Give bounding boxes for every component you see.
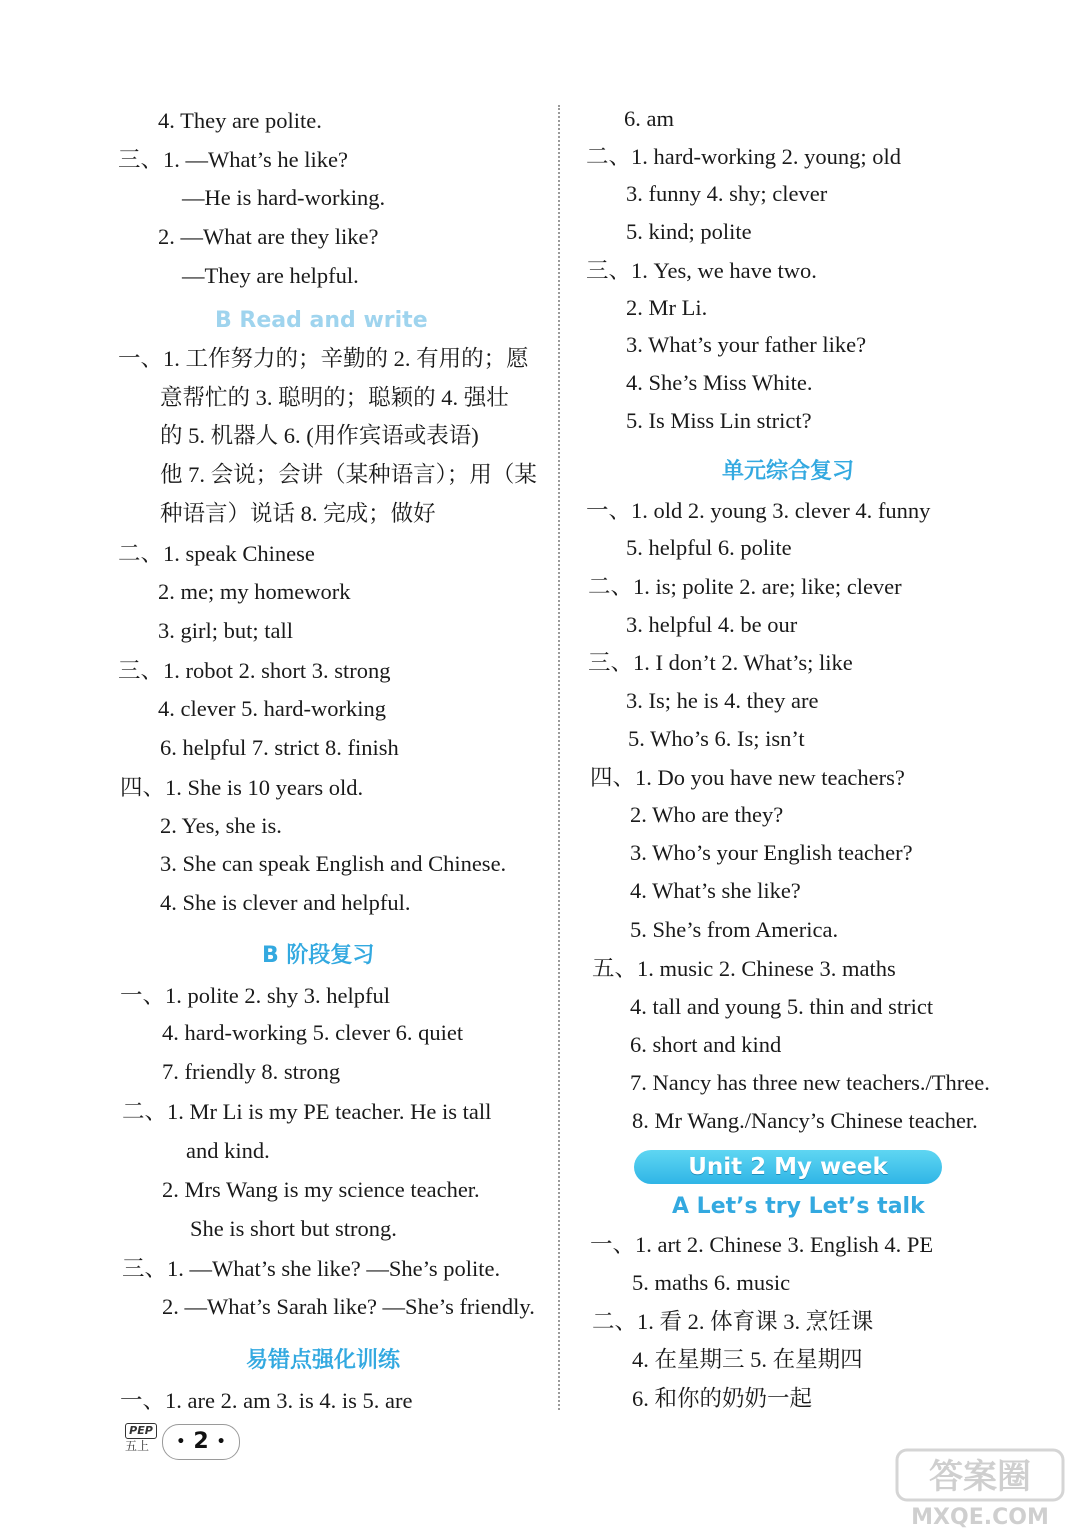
answer-line: 的 5. 机器人 6. (用作宾语或表语) xyxy=(160,423,479,448)
watermark-logo xyxy=(895,1448,1065,1532)
answer-line: 二、1. is; polite 2. are; like; clever xyxy=(588,574,902,599)
answer-line: 四、1. She is 10 years old. xyxy=(120,775,364,800)
section-heading: A Let’s try Let’s talk xyxy=(672,1194,925,1219)
watermark-text-bottom: MXQE.COM xyxy=(911,1505,1049,1530)
answer-line: 8. Mr Wang./Nancy’s Chinese teacher. xyxy=(632,1108,978,1133)
answer-line: 2. —What are they like? xyxy=(158,224,379,249)
section-heading: 单元综合复习 xyxy=(722,459,855,484)
answer-line: 一、1. are 2. am 3. is 4. is 5. are xyxy=(120,1388,413,1413)
answer-line: 4. 在星期三 5. 在星期四 xyxy=(632,1347,863,1372)
answer-line: 2. Yes, she is. xyxy=(160,813,282,838)
answer-line: 6. 和你的奶奶一起 xyxy=(632,1386,813,1411)
answer-line: 五、1. music 2. Chinese 3. maths xyxy=(592,956,896,981)
answer-line: 5. Who’s 6. Is; isn’t xyxy=(628,726,805,751)
answer-line: and kind. xyxy=(186,1138,270,1163)
answer-line: 三、1. I don’t 2. What’s; like xyxy=(588,650,853,675)
watermark-text-top: 答案圈 xyxy=(929,1457,1031,1497)
answer-line: 3. Who’s your English teacher? xyxy=(630,840,913,865)
answer-line: 4. They are polite. xyxy=(158,108,322,133)
page-number: 2 xyxy=(193,1429,209,1454)
answer-line: 意帮忙的 3. 聪明的；聪颖的 4. 强壮 xyxy=(160,385,509,410)
answer-line: She is short but strong. xyxy=(190,1216,397,1241)
answer-line: 4. tall and young 5. thin and strict xyxy=(630,994,934,1019)
answer-line: 4. clever 5. hard-working xyxy=(158,696,387,721)
answer-line: 3. funny 4. shy; clever xyxy=(626,181,828,206)
section-heading: 易错点强化训练 xyxy=(246,1348,401,1373)
answer-line: 4. hard-working 5. clever 6. quiet xyxy=(162,1020,464,1045)
answer-line: 2. Who are they? xyxy=(630,802,784,827)
answer-line: 他 7. 会说；会讲（某种语言）；用（某 xyxy=(160,462,537,487)
answer-line: 2. me; my homework xyxy=(158,579,351,604)
answer-line: 二、1. speak Chinese xyxy=(118,541,315,566)
answer-line: 三、1. Yes, we have two. xyxy=(586,258,817,283)
answer-line: 3. Is; he is 4. they are xyxy=(626,688,819,713)
answer-line: 6. helpful 7. strict 8. finish xyxy=(160,735,399,760)
answer-line: 3. girl; but; tall xyxy=(158,618,293,643)
answer-line: 2. Mr Li. xyxy=(626,295,708,320)
section-heading: B Read and write xyxy=(215,308,428,333)
answer-line: 4. She’s Miss White. xyxy=(626,370,813,395)
answer-line: 一、1. polite 2. shy 3. helpful xyxy=(120,983,390,1008)
answer-line: 6. am xyxy=(624,106,674,131)
answer-line: 种语言）说话 8. 完成；做好 xyxy=(160,501,436,526)
answer-line: —He is hard-working. xyxy=(182,185,386,210)
unit-title-banner: Unit 2 My week xyxy=(634,1150,942,1184)
answer-line: 三、1. robot 2. short 3. strong xyxy=(118,658,391,683)
answer-line: 2. —What’s Sarah like? —She’s friendly. xyxy=(162,1294,535,1319)
answer-line: 三、1. —What’s he like? xyxy=(118,147,348,172)
answer-line: 6. short and kind xyxy=(630,1032,782,1057)
answer-line: 4. She is clever and helpful. xyxy=(160,890,411,915)
answer-line: 5. She’s from America. xyxy=(630,917,839,942)
answer-line: 一、1. 工作努力的；辛勤的 2. 有用的；愿 xyxy=(118,346,529,371)
answer-line: 二、1. 看 2. 体育课 3. 烹饪课 xyxy=(592,1309,874,1334)
answer-line: 2. Mrs Wang is my science teacher. xyxy=(162,1177,480,1202)
answer-line: 5. kind; polite xyxy=(626,219,752,244)
answer-line: 4. What’s she like? xyxy=(630,878,801,903)
answer-line: 3. She can speak English and Chinese. xyxy=(160,851,507,876)
answer-line: 5. Is Miss Lin strict? xyxy=(626,408,812,433)
answer-line: 7. Nancy has three new teachers./Three. xyxy=(630,1070,990,1095)
answer-line: 3. helpful 4. be our xyxy=(626,612,798,637)
section-heading: B 阶段复习 xyxy=(262,943,375,968)
edition-badge xyxy=(125,1423,157,1453)
answer-line: 5. maths 6. music xyxy=(632,1270,791,1295)
answer-line: 二、1. hard-working 2. young; old xyxy=(586,144,901,169)
column-divider xyxy=(558,105,560,1410)
answer-line: —They are helpful. xyxy=(182,263,359,288)
pep-label: PEP xyxy=(125,1423,157,1439)
answer-line: 3. What’s your father like? xyxy=(626,332,867,357)
answer-line: 一、1. art 2. Chinese 3. English 4. PE xyxy=(590,1232,934,1257)
page-number-badge: • 2 • xyxy=(162,1424,240,1460)
answer-line: 三、1. —What’s she like? —She’s polite. xyxy=(122,1256,501,1281)
answer-line: 四、1. Do you have new teachers? xyxy=(590,765,905,790)
answer-line: 二、1. Mr Li is my PE teacher. He is tall xyxy=(122,1099,492,1124)
answer-line: 7. friendly 8. strong xyxy=(162,1059,341,1084)
answer-line: 一、1. old 2. young 3. clever 4. funny xyxy=(586,498,931,523)
answer-line: 5. helpful 6. polite xyxy=(626,535,792,560)
grade-label: 五上 xyxy=(125,1439,150,1453)
